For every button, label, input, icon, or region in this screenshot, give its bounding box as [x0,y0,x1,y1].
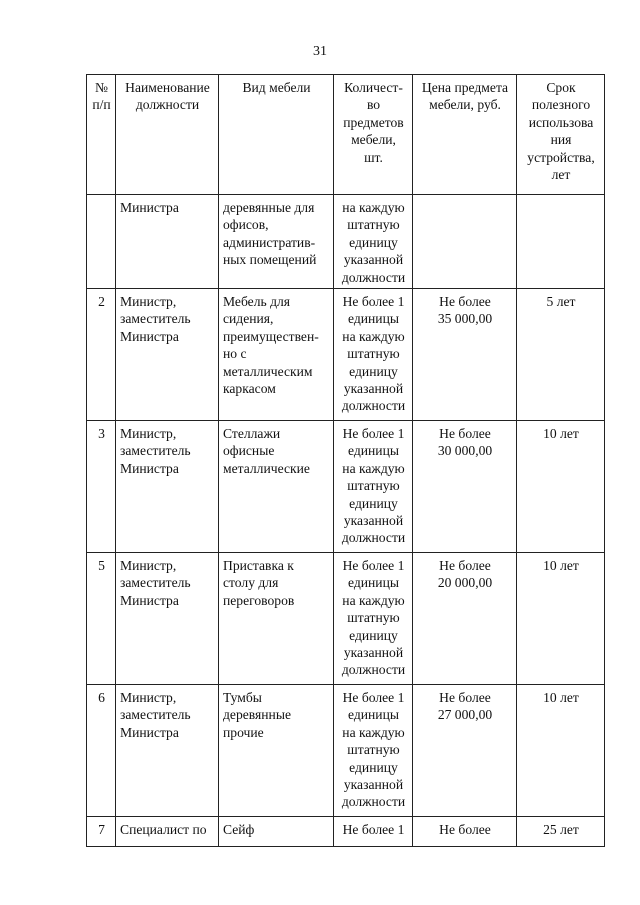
row-furniture-type: деревянные для офисов, административ- ных помещений [219,195,334,289]
table-row [87,289,605,421]
table-row [87,421,605,553]
row-position: Министр, заместитель Министра [116,553,219,685]
header-furniture-type: Вид мебели [219,75,334,195]
row-service-life: 5 лет [517,289,605,421]
row-price: Не более 30 000,00 [413,421,517,553]
header-quantity: Количест- во предметов мебели, шт. [334,75,413,195]
row-position: Министр, заместитель Министра [116,685,219,817]
row-quantity: Не более 1 единицы на каждую штатную единицу указанной должности [334,553,413,685]
header-position: Наименование должности [116,75,219,195]
header-service-life: Срок полезного использова ния устройства, лет [517,75,605,195]
row-quantity: на каждую штатную единицу указанной должности [334,195,413,289]
row-quantity: Не более 1 единицы на каждую штатную единицу указанной должности [334,421,413,553]
furniture-norms-table [86,74,605,847]
row-num: 6 [87,685,116,817]
row-furniture-type: Тумбы деревянные прочие [219,685,334,817]
page-number: 31 [313,44,327,59]
row-furniture-type: Мебель для сидения, преимуществен- но с металлическим каркасом [219,289,334,421]
row-service-life: 10 лет [517,685,605,817]
row-furniture-type: Приставка к столу для переговоров [219,553,334,685]
row-position: Министра [116,195,219,289]
row-price: Не более [413,817,517,847]
row-quantity: Не более 1 [334,817,413,847]
row-position: Министр, заместитель Министра [116,289,219,421]
table-row [87,553,605,685]
table-row [87,195,605,289]
row-num: 7 [87,817,116,847]
row-price: Не более 35 000,00 [413,289,517,421]
row-service-life: 10 лет [517,421,605,553]
header-price: Цена предмета мебели, руб. [413,75,517,195]
row-num [87,195,116,289]
row-price: Не более 27 000,00 [413,685,517,817]
row-price [413,195,517,289]
table-row [87,685,605,817]
row-furniture-type: Стеллажи офисные металлические [219,421,334,553]
row-num: 2 [87,289,116,421]
row-num: 5 [87,553,116,685]
row-service-life: 25 лет [517,817,605,847]
row-position: Специалист по [116,817,219,847]
row-quantity: Не более 1 единицы на каждую штатную единицу указанной должности [334,289,413,421]
row-service-life [517,195,605,289]
header-num: № п/п [87,75,116,195]
row-quantity: Не более 1 единицы на каждую штатную единицу указанной должности [334,685,413,817]
row-service-life: 10 лет [517,553,605,685]
row-price: Не более 20 000,00 [413,553,517,685]
table-row [87,817,605,847]
row-num: 3 [87,421,116,553]
table-header-row [87,75,605,195]
row-furniture-type: Сейф [219,817,334,847]
row-position: Министр, заместитель Министра [116,421,219,553]
